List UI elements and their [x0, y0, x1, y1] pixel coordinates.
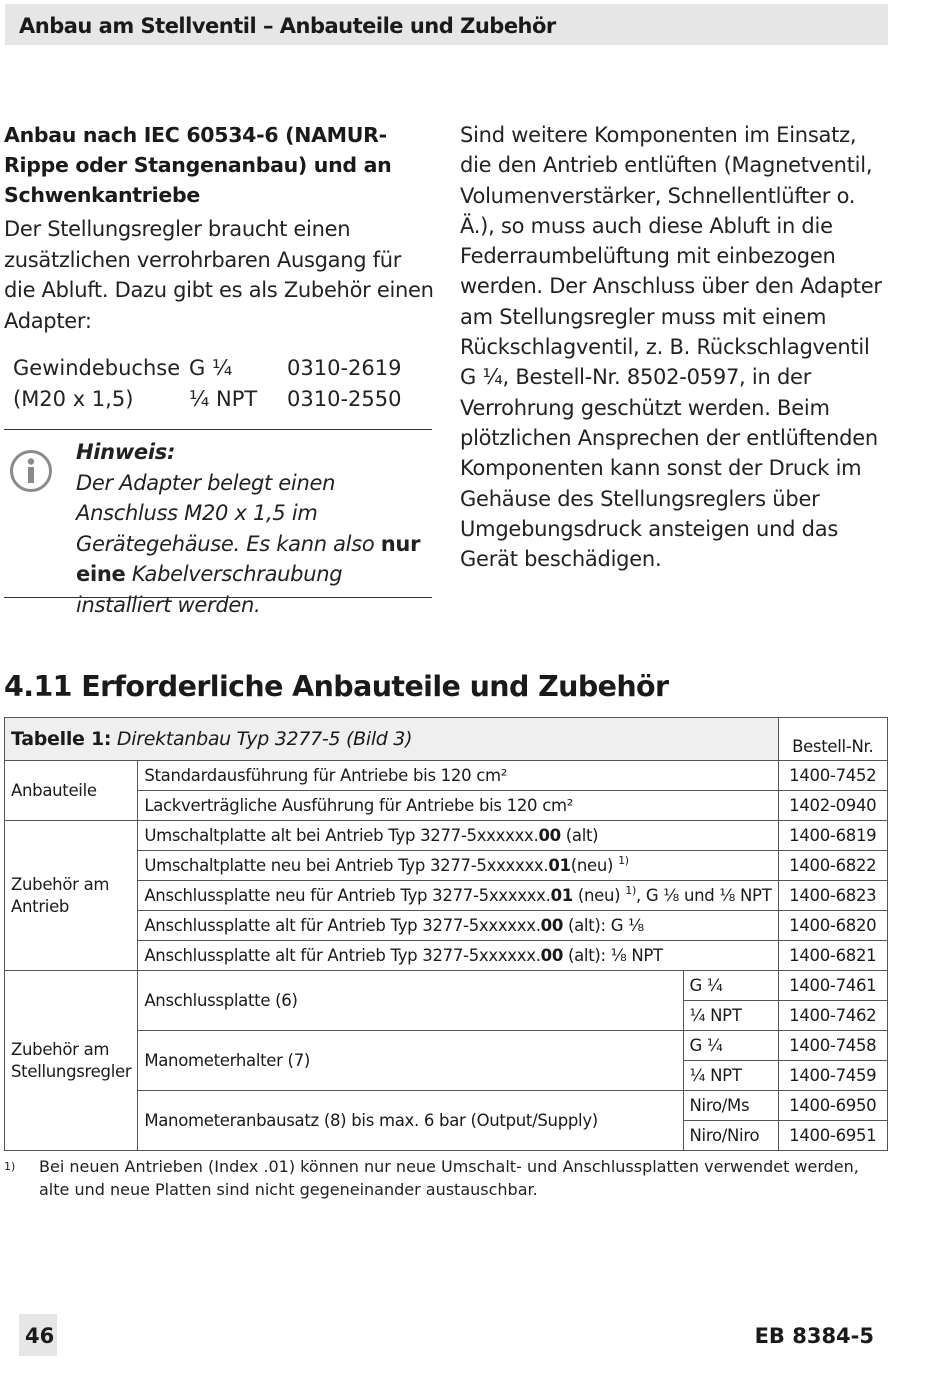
row-description [138, 941, 778, 971]
order-number: 1400-6819 [778, 821, 888, 851]
table-row [5, 971, 888, 1001]
adapter-thread: ¼ NPT [189, 387, 258, 411]
desc-text: (neu) [572, 886, 626, 905]
adapter-table [13, 353, 401, 415]
caption-label: Tabelle 1: [11, 728, 112, 750]
note-title: Hinweis: [76, 440, 176, 464]
option-label: ¼ NPT [683, 1001, 778, 1031]
note-text-part: Kabelverschraubung installiert werden. [76, 562, 343, 617]
table-caption [5, 718, 779, 761]
row-description: Anschlussplatte (6) [138, 971, 683, 1031]
desc-text: , G ⅛ und ⅛ NPT [635, 886, 772, 905]
adapter-name: Gewindebuchse [13, 356, 181, 380]
order-number: 1400-6822 [778, 851, 888, 881]
option-label: Niro/Niro [683, 1121, 778, 1151]
row-description: Manometeranbausatz (8) bis max. 6 bar (Output/Supply) [138, 1091, 683, 1151]
row-description: Standardausführung für Antriebe bis 120 cm² [138, 761, 778, 791]
row-description [138, 821, 778, 851]
desc-text: Anschlussplatte alt für Antrieb Typ 3277-5xxxxxx. [144, 916, 541, 935]
adapter-name: (M20 x 1,5) [13, 387, 134, 411]
table-row [5, 1031, 888, 1061]
table-row [5, 881, 888, 911]
footnote-text: Bei neuen Antrieben (Index .01) können nur neue Umschalt- und Anschlussplatten verwendet werden, alte und neue Platten sind nicht gegeneinander austauschbar. [39, 1157, 859, 1199]
option-label: G ¼ [683, 971, 778, 1001]
desc-text: (alt): G ⅛ [563, 916, 644, 935]
order-number-header: Bestell-Nr. [778, 718, 888, 761]
info-icon [9, 449, 53, 493]
footnote-ref: 1) [618, 854, 629, 867]
desc-text: Anschlussplatte neu für Antrieb Typ 3277-5xxxxxx. [144, 886, 551, 905]
adapter-number: 0310-2550 [287, 387, 402, 411]
row-description [138, 851, 778, 881]
order-number: 1400-6823 [778, 881, 888, 911]
order-number: 1400-7462 [778, 1001, 888, 1031]
document-id: EB 8384-5 [754, 1324, 874, 1348]
order-number: 1402-0940 [778, 791, 888, 821]
desc-index: 01 [548, 856, 571, 875]
adapter-row [13, 384, 401, 415]
row-description: Lackverträgliche Ausführung für Antriebe bis 120 cm² [138, 791, 778, 821]
parts-table [4, 717, 888, 1151]
table-row [5, 941, 888, 971]
order-number: 1400-6821 [778, 941, 888, 971]
desc-text: (alt) [560, 826, 599, 845]
note-block [76, 437, 432, 620]
order-number: 1400-6951 [778, 1121, 888, 1151]
group-label: Anbauteile [5, 761, 138, 821]
note-divider-top [4, 429, 432, 430]
table-row [5, 851, 888, 881]
adapter-thread: G ¼ [189, 356, 233, 380]
desc-index: 00 [538, 826, 561, 845]
order-number: 1400-7459 [778, 1061, 888, 1091]
page-number: 46 [25, 1324, 55, 1348]
table-caption-row [5, 718, 888, 761]
option-label: G ¼ [683, 1031, 778, 1061]
note-emphasis: nur eine [76, 531, 421, 586]
desc-text: Umschaltplatte neu bei Antrieb Typ 3277-5xxxxxx. [144, 856, 549, 875]
group-label: Zubehör am Antrieb [5, 821, 138, 971]
order-number: 1400-6820 [778, 911, 888, 941]
desc-text: (neu) [570, 856, 619, 875]
page-header [5, 4, 888, 45]
desc-text: Anschlussplatte alt für Antrieb Typ 3277-5xxxxxx. [144, 946, 541, 965]
intro-paragraph: Der Stellungsregler braucht einen zusätzlichen verrohrbaren Ausgang für die Abluft. Dazu gibt es als Zubehör einen Adapter: [4, 217, 434, 333]
desc-text: Umschaltplatte alt bei Antrieb Typ 3277-5xxxxxx. [144, 826, 539, 845]
adapter-row [13, 353, 401, 384]
note-text-part: Der Adapter belegt einen Anschluss M20 x 1,5 im Gerätegehäuse. Es kann also [76, 470, 381, 556]
row-description [138, 911, 778, 941]
option-label: Niro/Ms [683, 1091, 778, 1121]
section-title: Anbau nach IEC 60534-6 (NAMUR-Rippe oder Stangenanbau) und an Schwenkantriebe [4, 123, 392, 207]
note-divider-bottom [4, 597, 432, 598]
desc-index: 01 [550, 886, 573, 905]
caption-text: Direktanbau Typ 3277-5 (Bild 3) [116, 728, 413, 750]
table-row [5, 821, 888, 851]
table-row [5, 791, 888, 821]
group-label: Zubehör am Stellungsregler [5, 971, 138, 1151]
desc-text: (alt): ⅛ NPT [563, 946, 663, 965]
order-number: 1400-7461 [778, 971, 888, 1001]
left-column [4, 120, 434, 415]
footnote-ref: 1) [625, 884, 636, 897]
adapter-number: 0310-2619 [287, 356, 402, 380]
table-row [5, 1091, 888, 1121]
section-heading: 4.11 Erforderliche Anbauteile und Zubehör [4, 670, 669, 703]
order-number: 1400-6950 [778, 1091, 888, 1121]
order-number: 1400-7458 [778, 1031, 888, 1061]
row-description [138, 881, 778, 911]
table-row [5, 911, 888, 941]
desc-index: 00 [540, 946, 564, 965]
table-footnote [4, 1155, 884, 1201]
header-title: Anbau am Stellventil – Anbauteile und Zubehör [19, 14, 556, 38]
row-description: Manometerhalter (7) [138, 1031, 683, 1091]
right-paragraph: Sind weitere Komponenten im Einsatz, die den Antrieb entlüften (Magnetventil, Volumenverstärker, Schnellentlüfter o. Ä.), so muss auch diese Abluft in die Federraumbelüftung mit einbezogen werden. Der Anschluss über den Adapter am Stellungsregler muss mit einem Rückschlagventil, z. B. Rückschlagventil G ¼, Bestell-Nr. 8502-0597, in der Verrohrung geschützt werden. Beim plötzlichen Ansprechen der entlüftenden Komponenten kann sonst der Druck im Gehäuse des Stellungsreglers über Umgebungsdruck ansteigen und das Gerät beschädigen. [460, 123, 882, 572]
option-label: ¼ NPT [683, 1061, 778, 1091]
table-row [5, 761, 888, 791]
order-number: 1400-7452 [778, 761, 888, 791]
desc-index: 00 [540, 916, 564, 935]
footnote-mark: 1) [4, 1160, 16, 1173]
